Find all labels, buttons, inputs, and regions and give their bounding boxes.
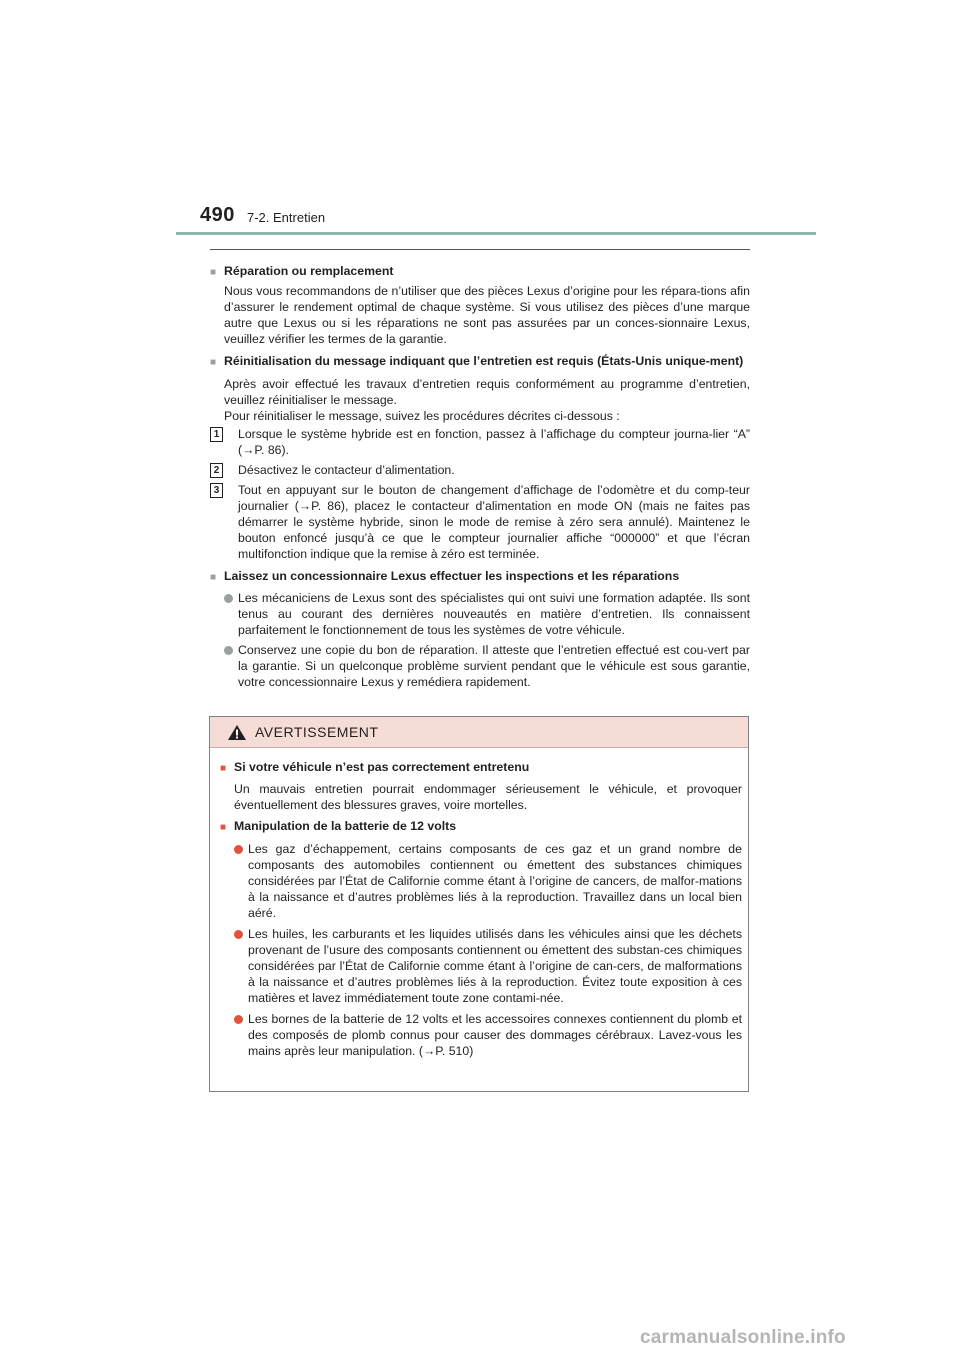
repair-paragraph: Nous vous recommandons de n’utiliser que des pièces Lexus d’origine pour les répara-tions afin d’assurer le rendement optimal de chaque système. Si vous utilisez des pièces d’une marque autre que Lexus ou si les réparations ne sont pas assurées par un conces-sionnaire Lexus, veuillez vérifier les termes de la garantie. (224, 284, 750, 346)
square-bullet-icon (220, 818, 234, 836)
circle-bullet-icon (234, 845, 243, 854)
square-bullet-icon (210, 263, 224, 281)
square-bullet-icon (210, 568, 224, 586)
circle-bullet-icon (234, 1015, 243, 1024)
section-heading-repair: ■Réparation ou remplacement (210, 263, 750, 281)
step-2: 2 Désactivez le contacteur d’alimentation. (210, 462, 750, 478)
step-3: 3 Tout en appuyant sur le bouton de changement d’affichage de l’odomètre et du comp-teur journalier (→P. 86), placez le contacteur d’alimentation en mode ON (mais ne faites pas démarrer le système hybride, sinon le mode de remise à zéro sera annulé). Maintenez le bouton enfoncé jusqu’à ce que le compteur journalier affiche “000000” et que l’écran multifonction indique que la remise à zéro est terminée. (210, 482, 750, 562)
warning-box (209, 716, 749, 1092)
list-item: Les bornes de la batterie de 12 volts et les accessoires connexes contiennent du plomb et des composés de plomb connus pour causer des dommages cérébraux. Lavez-vous les mains après leur manipulation. (→P. 510) (220, 1011, 742, 1059)
square-bullet-icon (220, 759, 234, 777)
circle-bullet-icon (224, 646, 233, 655)
warning-title: AVERTISSEMENT (255, 724, 379, 740)
header-rule (176, 232, 816, 235)
warning-triangle-icon (227, 724, 247, 741)
warning-heading-battery: ■Manipulation de la batterie de 12 volts (220, 818, 742, 836)
square-bullet-icon (210, 353, 224, 371)
list-item: Conservez une copie du bon de réparation. Il atteste que l’entretien effectué est cou-vert par la garantie. Si un quelconque problème survient pendant que le véhicule est sous garantie, votre concessionnaire Lexus y remédiera rapidement. (210, 642, 750, 690)
circle-bullet-icon (234, 930, 243, 939)
section-heading-reset: ■Réinitialisation du message indiquant que l’entretien est requis (États-Unis unique-ment) (210, 353, 750, 371)
warning-body (220, 759, 742, 1059)
watermark: carmanualsonline.info (640, 1327, 846, 1348)
maintenance-paragraph: Un mauvais entretien pourrait endommager sérieusement le véhicule, et provoquer éventuellement des blessures graves, voire mortelles. (234, 782, 742, 812)
list-item: Les mécaniciens de Lexus sont des spécialistes qui ont suivi une formation adaptée. Ils sont tenus au courant des dernières nouveautés en matière d’entretien. Ils connaissent parfaitement le fonctionnement de tous les systèmes de votre véhicule. (210, 590, 750, 638)
section-divider (210, 249, 750, 250)
chapter-title: 7-2. Entretien (247, 210, 326, 225)
step-number-badge: 3 (210, 483, 223, 498)
list-item: Les gaz d’échappement, certains composants de ces gaz et un grand nombre de composants des automobiles contiennent ou émettent des substances chimiques considérées par l’État de Californie comme étant à l’origine de cancers, de malfor-mations à la naissance et d’autres problèmes liés à la reproduction. Travaillez dans un local bien aéré. (220, 841, 742, 921)
warning-header (210, 717, 748, 748)
warning-heading-maintenance: ■Si votre véhicule n’est pas correctement entretenu (220, 759, 742, 777)
reset-instructions: Pour réinitialiser le message, suivez les procédures décrites ci-dessous : (224, 409, 620, 423)
section-heading-dealer: ■Laissez un concessionnaire Lexus effectuer les inspections et les réparations (210, 568, 750, 586)
page-number: 490 (200, 204, 235, 226)
step-1: 1 Lorsque le système hybride est en fonction, passez à l’affichage du compteur journa-lier “A” (→P. 86). (210, 426, 750, 458)
circle-bullet-icon (224, 594, 233, 603)
step-number-badge: 1 (210, 427, 223, 442)
list-item: Les huiles, les carburants et les liquides utilisés dans les véhicules ainsi que les déchets provenant de l’usure des composants contiennent ou émettent des substan-ces chimiques considérées par l’État de Californie comme étant à l’origine de can-cers, de malformations à la naissance et d’autres problèmes liés à la reproduction. Évitez toute exposition à ces matières et lavez immédiatement toute zone contami-née. (220, 926, 742, 1006)
main-content (210, 258, 750, 690)
reset-paragraph: Après avoir effectué les travaux d’entretien requis conformément au programme d’entretien, veuillez réinitialiser le message. (224, 377, 750, 407)
step-number-badge: 2 (210, 463, 223, 478)
